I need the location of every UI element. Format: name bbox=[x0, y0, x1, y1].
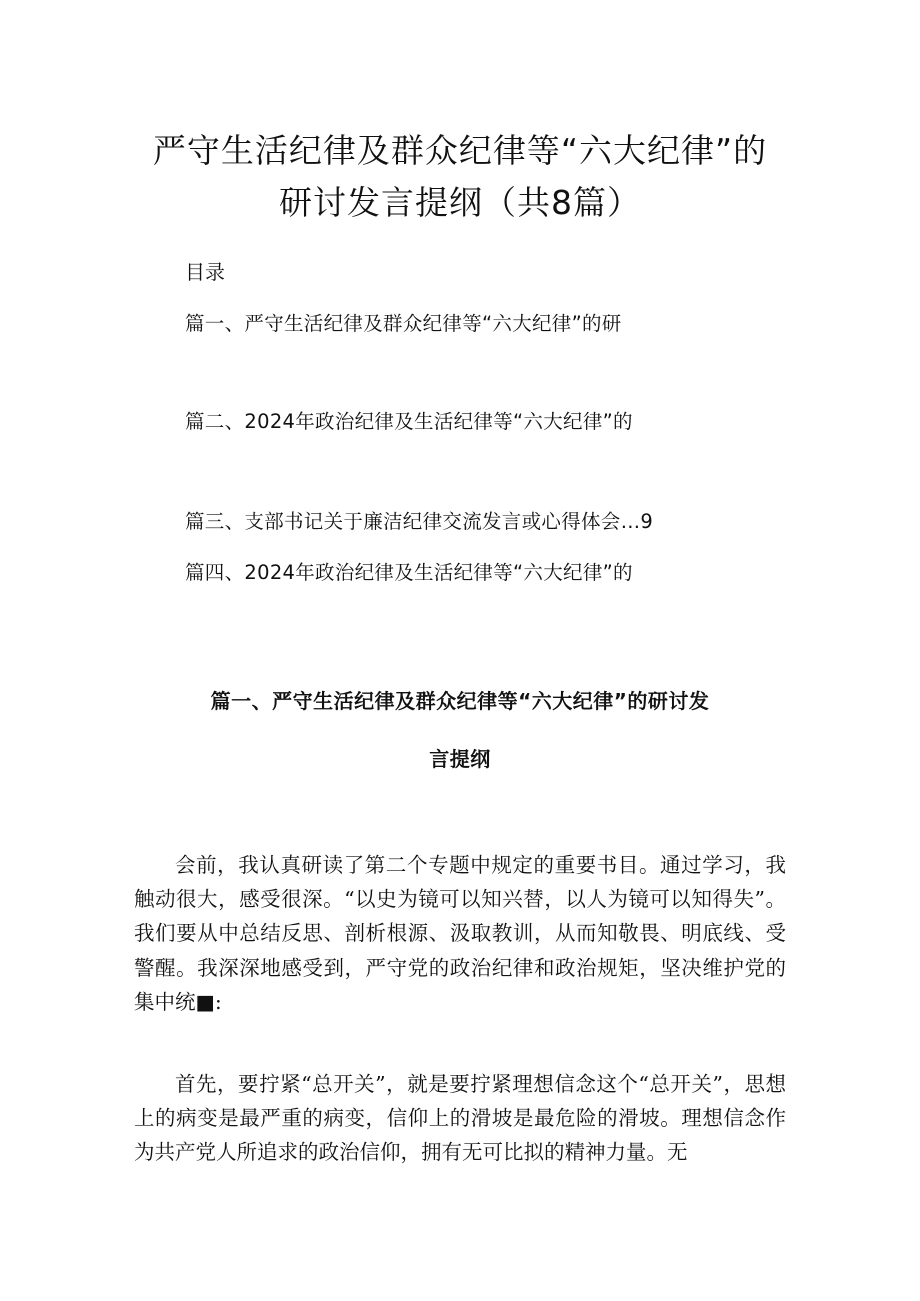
body-paragraph-1: 会前，我认真研读了第二个专题中规定的重要书目。通过学习，我触动很大，感受很深。“以史为镜可以知兴替，以人为镜可以知得失”。我们要从中总结反思、剖析根源、汲取教训，从而知敬畏、明底线、受警醒。我深深地感受到，严守党的政治纪律和政治规矩，坚决维护党的集中统■: bbox=[134, 853, 786, 1014]
section-title-line-1: 篇一、严守生活纪律及群众纪律等“六大纪律”的研讨发 bbox=[210, 689, 710, 713]
toc-heading: 目录 bbox=[185, 260, 225, 284]
document-title-line-2: 研讨发言提纲（共8篇） bbox=[279, 183, 641, 222]
body-paragraph-2: 首先，要拧紧“总开关”，就是要拧紧理想信念这个“总开关”，思想上的病变是最严重的病变，信仰上的滑坡是最危险的滑坡。理想信念作为共产党人所追求的政治信仰，拥有无可比拟的精神力量。无 bbox=[134, 1072, 786, 1165]
toc-item-3[interactable]: 篇三、支部书记关于廉洁纪律交流发言或心得体会…9 bbox=[185, 510, 654, 533]
document-title-line-1: 严守生活纪律及群众纪律等“六大纪律”的 bbox=[152, 131, 768, 170]
toc-item-4[interactable]: 篇四、2024年政治纪律及生活纪律等“六大纪律”的 bbox=[185, 561, 633, 584]
toc-item-1[interactable]: 篇一、严守生活纪律及群众纪律等“六大纪律”的研 bbox=[185, 312, 622, 335]
toc-item-2[interactable]: 篇二、2024年政治纪律及生活纪律等“六大纪律”的 bbox=[185, 410, 633, 433]
section-title-line-2: 言提纲 bbox=[429, 747, 491, 771]
